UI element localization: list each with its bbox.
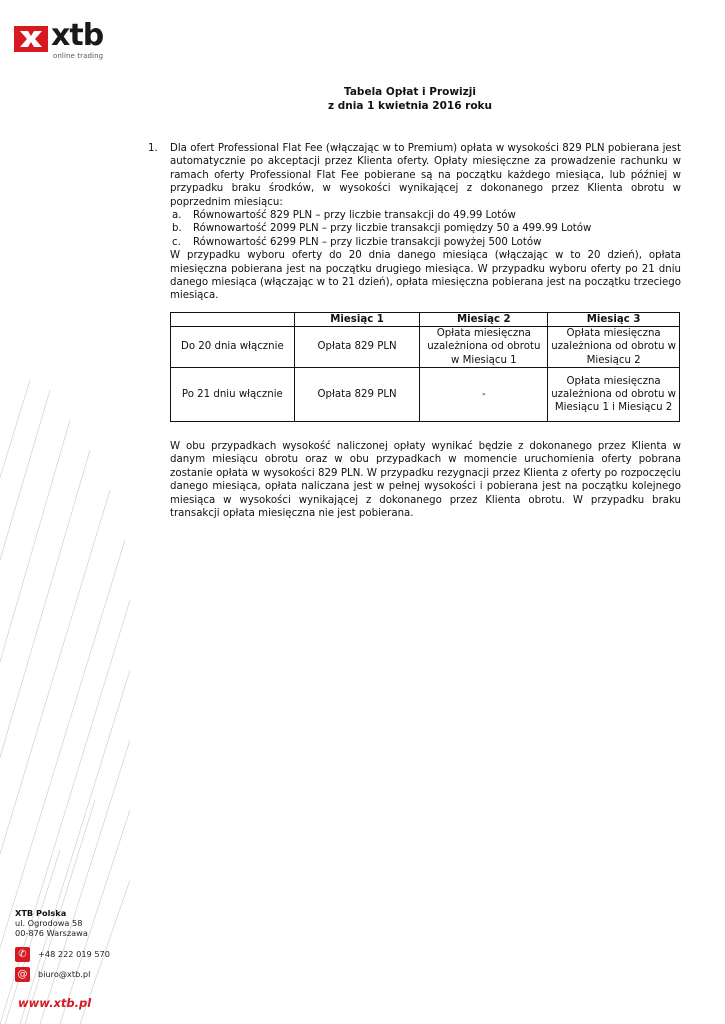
xtb-logo-mark-icon: [14, 26, 48, 52]
email-link[interactable]: biuro@xtb.pl: [38, 969, 91, 979]
phone-icon: ✆: [15, 947, 30, 962]
company-logo: [14, 18, 124, 60]
table-cell: Opłata 829 PLN: [294, 327, 420, 368]
table-cell: Opłata miesięczna uzależniona od obrotu w Miesiącu 2: [548, 327, 680, 368]
list-item: c. Równowartość 6299 PLN – przy liczbie transakcji powyżej 500 Lotów: [172, 236, 542, 248]
document-body: [148, 142, 681, 521]
section-1: [148, 142, 681, 303]
table-cell: Opłata 829 PLN: [294, 368, 420, 422]
document-title: Tabela Opłat i Prowizji: [344, 86, 476, 98]
logo-tagline: online trading: [53, 52, 104, 60]
table-cell: Po 21 dniu włącznie: [171, 368, 295, 422]
section-number: 1.: [148, 143, 158, 154]
table-row: [171, 327, 680, 368]
list-item: b. Równowartość 2099 PLN – przy liczbie transakcji pomiędzy 50 a 499.99 Lotów: [172, 223, 592, 235]
website-link[interactable]: www.xtb.pl: [18, 996, 92, 1010]
table-cell: Opłata miesięczna uzależniona od obrotu w Miesiącu 1 i Miesiącu 2: [548, 368, 680, 422]
table-cell: Do 20 dnia włącznie: [171, 327, 295, 368]
table-cell: -: [420, 368, 548, 422]
street-address: ul. Ogrodowa 58: [15, 918, 83, 928]
fee-table: [170, 312, 680, 422]
list-item: a. Równowartość 829 PLN – przy liczbie transakcji do 49.99 Lotów: [172, 210, 516, 222]
section-intro: Dla ofert Professional Flat Fee (włączając w to Premium) opłata w wysokości 829 PLN pobierana jest automatycznie po akceptacji przez Klienta oferty. Opłaty miesięczne za prowadzenie rachunku w ramach oferty Professional Flat Fee pobierane są na początku każdego miesiąca, lub później w przypadku braku środków, w wysokości wynikającej z dokonanego przez Klienta obrotu w poprzednim miesiącu:: [170, 143, 681, 208]
document-subtitle: z dnia 1 kwietnia 2016 roku: [327, 100, 493, 112]
footer-address: [15, 908, 88, 938]
table-header-cell: Miesiąc 2: [420, 312, 548, 326]
table-header-cell: Miesiąc 3: [548, 312, 680, 326]
at-icon: @: [15, 967, 30, 982]
closing-paragraph: W obu przypadkach wysokość naliczonej opłaty wynikać będzie z dokonanego przez Klienta w danym miesiącu obrotu oraz w obu przypadkach w momencie uruchomienia oferty pobrana zostanie opłata w wysokości 829 PLN. W przypadku rezygnacji przez Klienta z oferty po rozpoczęciu danego miesiąca, opłata naliczana jest w pełnej wysokości i pobierana jest na początku kolejnego miesiąca w wysokości wynikającej z dokonanego przez Klienta obrotu. W przypadku braku transakcji opłata miesięczna nie jest pobierana.: [170, 441, 681, 520]
city-address: 00-876 Warszawa: [15, 928, 88, 938]
logo-wordmark: xtb: [51, 18, 104, 53]
table-cell: Opłata miesięczna uzależniona od obrotu w Miesiącu 1: [420, 327, 548, 368]
phone-number: +48 222 019 570: [38, 949, 110, 959]
section-paragraph: W przypadku wyboru oferty do 20 dnia danego miesiąca (włączając w to 20 dzień), opłata miesięczna pobierana jest na początku drugiego miesiąca. W przypadku wyboru oferty po 21 dniu danego miesiąca (włączając w to 21 dzień), opłata miesięczna pobierana jest na początku trzeciego miesiąca.: [170, 250, 681, 302]
table-row: [171, 368, 680, 422]
table-header-cell: Miesiąc 1: [294, 312, 420, 326]
fee-tier-list: [170, 209, 681, 249]
table-header-cell: [171, 312, 295, 326]
company-name: XTB Polska: [15, 908, 67, 918]
table-header-row: [171, 312, 680, 326]
